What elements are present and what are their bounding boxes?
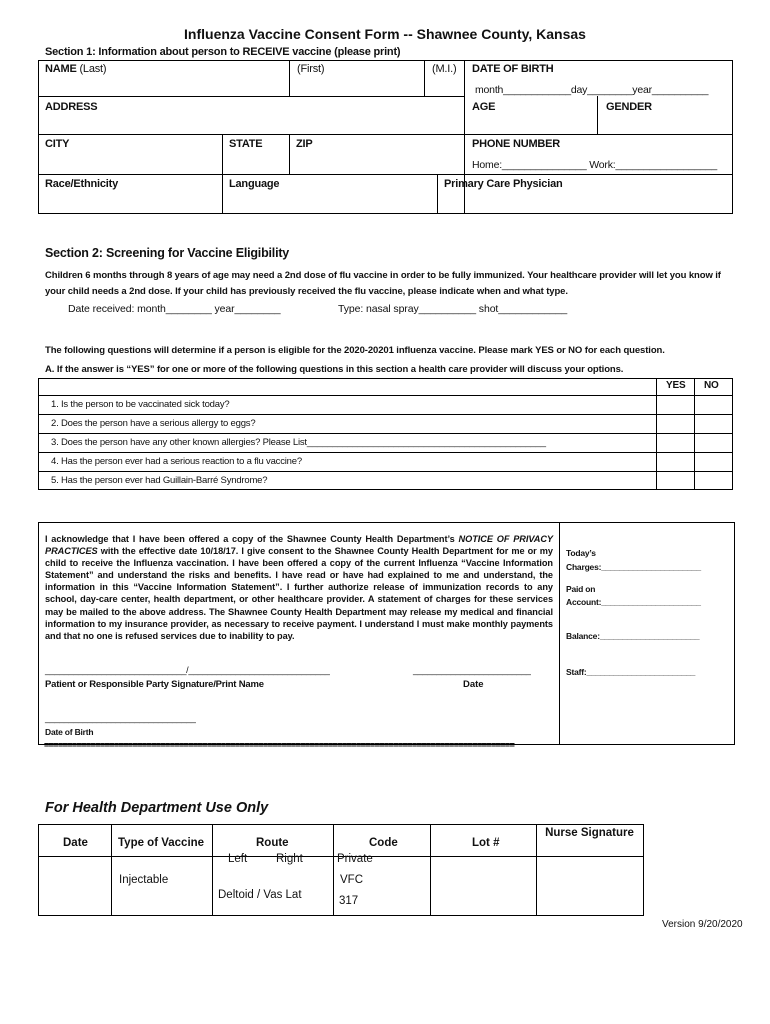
address-label: ADDRESS [45,101,98,113]
staff-field[interactable]: Staff:________________________ [566,667,696,677]
paid-label: Paid on [566,584,596,594]
question-4: 4. Has the person ever had a serious reaction to a flu vaccine? [51,456,302,467]
q3-yes-box[interactable] [657,434,694,452]
mi-label: (M.I.) [432,63,457,75]
q5-no-box[interactable] [695,472,732,489]
q5-yes-box[interactable] [657,472,694,489]
col-type: Type of Vaccine [118,837,205,849]
route-left: Left [228,853,248,865]
type-line[interactable]: Type: nasal spray__________ shot____________ [338,303,568,315]
code-vfc: VFC [340,874,363,886]
account-field[interactable]: Account:______________________ [566,597,701,607]
first-label: (First) [297,63,325,75]
dob-line[interactable]: month____________day________year__________ [475,84,709,96]
consent-text: I acknowledge that I have been offered a copy of the Shawnee County Health Department’s NOTICE OF PRIVACY PRACTICES with the effective date 10/18/17. I give consent to the Shawnee County Health Department for me or my child to receive the Influenza vaccination. I have been offered a copy of the current Influenza “Vaccine Information Statement” and understand the risks and benefits. I have read or have had explained to me and understand, the information in this “Vaccine Information Statement”. I further authorize release of immunization records to any school, day-care center, health department, or other healthcare provider. A statement of charges for these services may be mailed to the above address. The Shawnee County Health Department may release my medical and financial information to my insurance provider, as necessary to receive payment. I understand I must make monthly payments and that no one is refused services due to inability to pay. [45,534,553,641]
q4-no-box[interactable] [695,453,732,471]
section2-paragraph: Children 6 months through 8 years of age may need a 2nd dose of flu vaccine in order to be fully immunized. Your healthcare provider will let you know if your child needs a 2nd dose. If your child has previously received the flu vaccine, please indicate when and what type. [45,270,721,297]
section1-heading: Section 1: Information about person to RECEIVE vaccine (please print) [45,46,401,58]
form-title: Influenza Vaccine Consent Form -- Shawnee County, Kansas [184,26,586,42]
age-label: AGE [472,101,496,113]
q4-yes-box[interactable] [657,453,694,471]
question-2: 2. Does the person have a serious allergy to eggs? [51,418,256,429]
q1-no-box[interactable] [695,396,732,414]
screening-table [38,378,733,490]
route-right: Right [276,853,303,865]
zip-label: ZIP [296,138,313,150]
phone-label: PHONE NUMBER [472,138,561,150]
balance-field[interactable]: Balance:______________________ [566,631,700,641]
dob-signature-label: Date of Birth [45,727,94,737]
version-label: Version 9/20/2020 [662,919,743,930]
no-header: NO [704,380,719,391]
q3-no-box[interactable] [695,434,732,452]
dob-signature-line[interactable]: ________________________________ [45,713,196,723]
language-label: Language [229,178,280,190]
signature-label: Patient or Responsible Party Signature/Print Name [45,679,264,690]
state-label: STATE [229,138,263,150]
question-3: 3. Does the person have any other known allergies? Please List_______________________________________________ [51,437,546,448]
col-date: Date [63,837,88,849]
separator-line: ===================================================================================================== [44,740,515,750]
q2-yes-box[interactable] [657,415,694,433]
code-317: 317 [339,895,359,907]
health-dept-table [38,824,644,916]
subsection-a: A. If the answer is “YES” for one or more of the following questions in this section a health care provider will discuss your options. [45,364,624,375]
q1-yes-box[interactable] [657,396,694,414]
col-code: Code [369,837,398,849]
section1-table [38,60,733,214]
race-label: Race/Ethnicity [45,178,119,190]
q2-no-box[interactable] [695,415,732,433]
yes-header: YES [666,380,686,391]
name-label: NAME (Last) [45,63,107,75]
questions-intro: The following questions will determine if a person is eligible for the 2020-20201 influenza vaccine. Please mark YES or NO for each question. [45,345,665,356]
type-value: Injectable [119,874,169,886]
todays-label: Today’s [566,548,596,558]
date-received-line[interactable]: Date received: month________ year________ [68,303,281,315]
section2-heading: Section 2: Screening for Vaccine Eligibility [45,246,290,260]
col-nurse: Nurse Signature [545,827,634,839]
dob-label: DATE OF BIRTH [472,63,554,75]
date-line[interactable]: _________________________ [413,665,531,675]
physician-label: Primary Care Physician [444,178,563,190]
question-5: 5. Has the person ever had Guillain-Barré Syndrome? [51,475,268,486]
signature-line[interactable]: ______________________________/______________________________ [45,665,330,675]
route-site: Deltoid / Vas Lat [218,889,302,901]
code-private: Private [337,853,373,865]
question-1: 1. Is the person to be vaccinated sick today? [51,399,230,410]
col-route: Route [256,837,289,849]
gender-label: GENDER [606,101,652,113]
city-label: CITY [45,138,70,150]
phone-line[interactable]: Home:_______________ Work:__________________ [472,159,717,171]
col-lot: Lot # [472,837,500,849]
health-dept-heading: For Health Department Use Only [45,800,269,816]
charges-field[interactable]: Charges:______________________ [566,562,701,572]
date-label: Date [463,679,484,690]
consent-box [38,522,735,745]
